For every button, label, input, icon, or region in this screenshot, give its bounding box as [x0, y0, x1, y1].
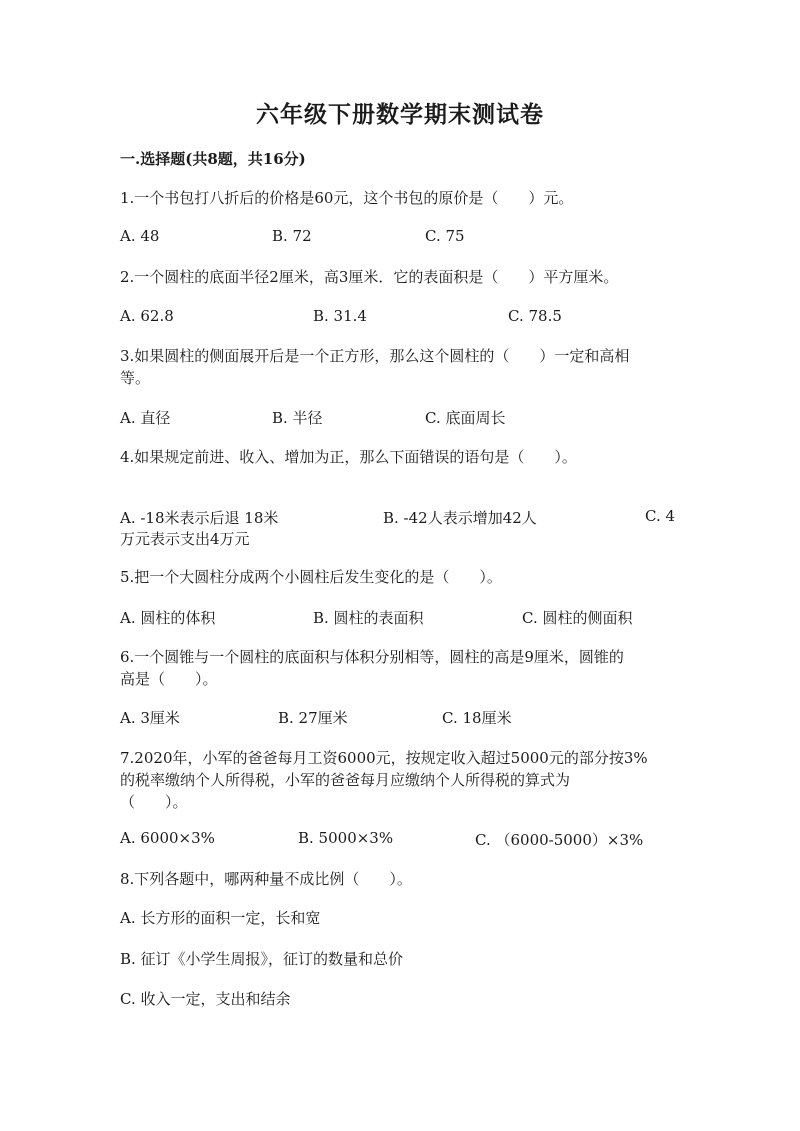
- question-3-stem-line-2: 等。: [120, 369, 151, 387]
- question-2-option-b: B. 31.4: [313, 307, 367, 325]
- question-4-option-c: C. 4: [645, 507, 676, 525]
- question-7-stem-line-2: 的税率缴纳个人所得税，小军的爸爸每月应缴纳个人所得税的算式为: [120, 771, 571, 789]
- question-1-option-b: B. 72: [272, 227, 312, 245]
- question-6-option-c: C. 18厘米: [442, 709, 512, 727]
- question-2-option-c: C. 78.5: [508, 307, 562, 325]
- question-4-option-b: B. -42人表示增加42人: [383, 509, 537, 527]
- question-8-stem: 8.下列各题中，哪两种量不成比例（ ）。: [120, 870, 412, 888]
- question-1-option-c: C. 75: [425, 227, 465, 245]
- question-7-option-c: C. （6000-5000）×3%: [475, 831, 644, 849]
- question-4-option-a: A. -18米表示后退 18米: [120, 509, 279, 527]
- question-6-option-b: B. 27厘米: [278, 709, 348, 727]
- question-8-option-c: C. 收入一定，支出和结余: [120, 990, 291, 1008]
- question-3-option-c: C. 底面周长: [425, 409, 506, 427]
- section-heading: 一.选择题(共8题，共16分): [120, 150, 306, 168]
- question-8-option-a: A. 长方形的面积一定，长和宽: [120, 909, 321, 927]
- question-7-stem-line-3: （ ）。: [120, 793, 188, 811]
- question-5-option-a: A. 圆柱的体积: [120, 609, 216, 627]
- question-3-option-b: B. 半径: [272, 409, 323, 427]
- question-2-stem: 2.一个圆柱的底面半径2厘米，高3厘米．它的表面积是（ ）平方厘米。: [120, 268, 619, 286]
- question-1-stem: 1.一个书包打八折后的价格是60元，这个书包的原价是（ ）元。: [120, 189, 574, 207]
- question-3-stem-line-1: 3.如果圆柱的侧面展开后是一个正方形，那么这个圆柱的（ ）一定和高相: [120, 347, 630, 365]
- question-8-option-b: B. 征订《小学生周报》，征订的数量和总价: [120, 950, 404, 968]
- question-4-stem: 4.如果规定前进、收入、增加为正，那么下面错误的语句是（ ）。: [120, 448, 577, 466]
- question-4-option-c-continued: 万元表示支出4万元: [120, 530, 250, 548]
- question-2-option-a: A. 62.8: [120, 307, 174, 325]
- question-6-stem-line-2: 高是（ ）。: [120, 670, 218, 688]
- question-7-option-a: A. 6000×3%: [120, 829, 215, 847]
- question-7-option-b: B. 5000×3%: [298, 829, 394, 847]
- question-1-option-a: A. 48: [120, 227, 160, 245]
- question-6-stem-line-1: 6.一个圆锥与一个圆柱的底面积与体积分别相等，圆柱的高是9厘米，圆锥的: [120, 648, 624, 666]
- page-title: 六年级下册数学期末测试卷: [256, 101, 544, 128]
- question-5-option-b: B. 圆柱的表面积: [313, 609, 424, 627]
- question-5-option-c: C. 圆柱的侧面积: [522, 609, 633, 627]
- question-6-option-a: A. 3厘米: [120, 709, 180, 727]
- question-3-option-a: A. 直径: [120, 409, 171, 427]
- question-5-stem: 5.把一个大圆柱分成两个小圆柱后发生变化的是（ ）。: [120, 568, 502, 586]
- question-7-stem-line-1: 7.2020年，小军的爸爸每月工资6000元，按规定收入超过5000元的部分按3%: [120, 749, 648, 767]
